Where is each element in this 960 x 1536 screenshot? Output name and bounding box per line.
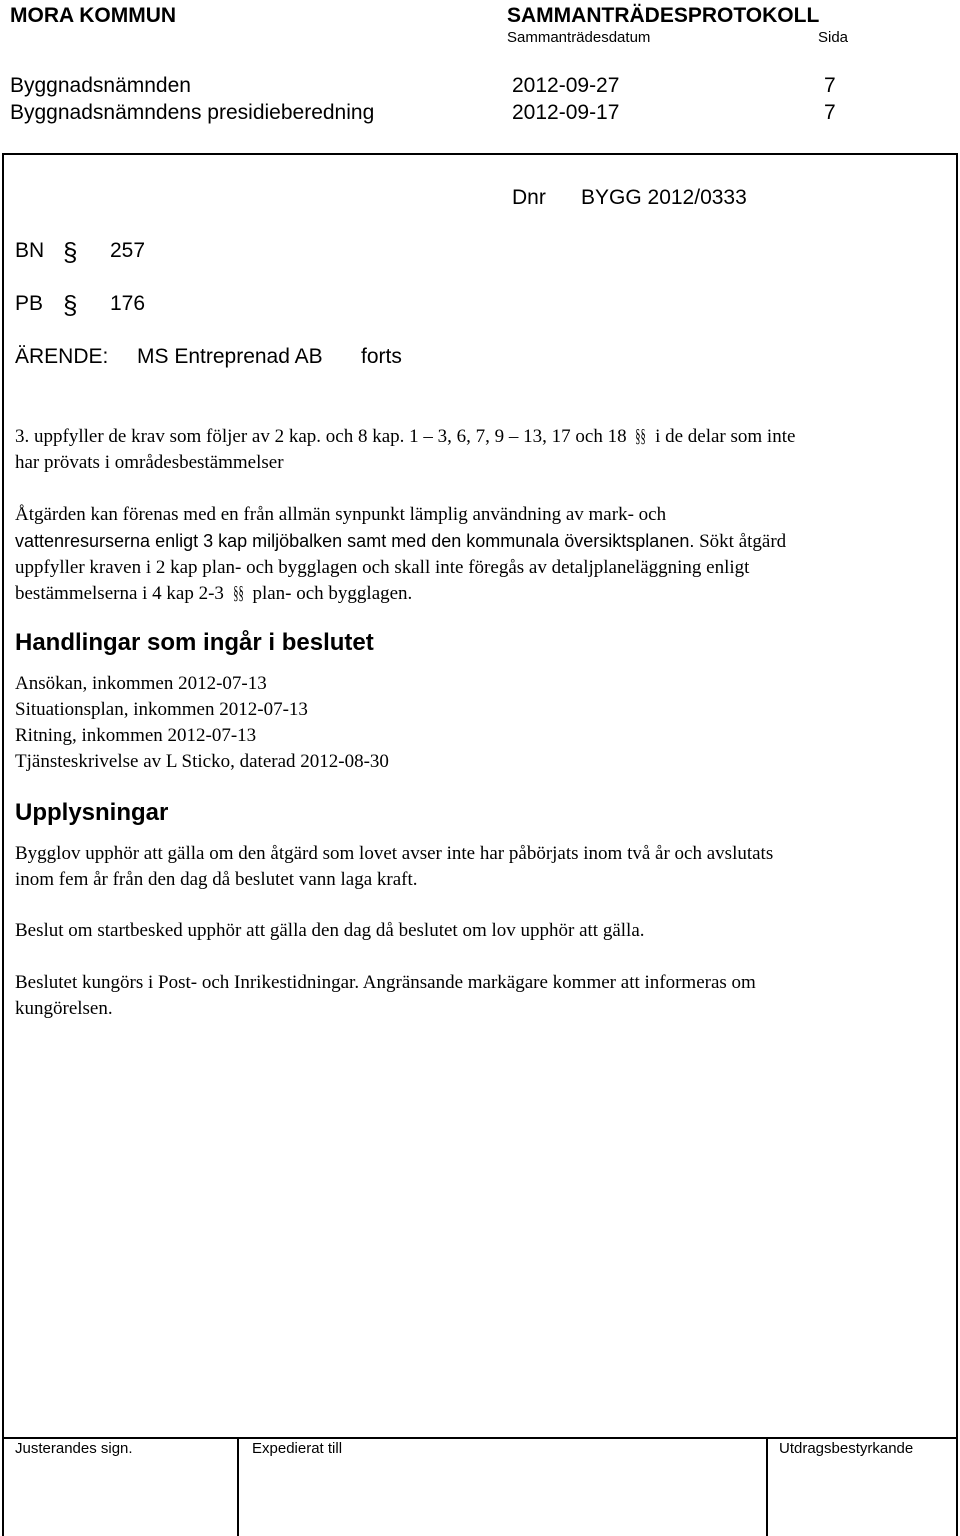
- frame-top-rule: [2, 153, 958, 155]
- org-name: MORA KOMMUN: [10, 4, 177, 27]
- criteria-line-1b: i de delar som inte: [655, 426, 796, 447]
- col-date-label: Sammanträdesdatum: [507, 29, 651, 46]
- document-type: SAMMANTRÄDESPROTOKOLL: [507, 4, 820, 27]
- dnr-label: Dnr: [512, 186, 546, 209]
- footer-justerandes-sign: Justerandes sign.: [15, 1440, 133, 1457]
- paragraph-assessment: [15, 502, 930, 607]
- upplysningar-p3-line-1: Beslutet kungörs i Post- och Inrikestidningar. Angränsande markägare kommer att informeras om: [15, 972, 756, 993]
- list-item: Situationsplan, inkommen 2012-07-13: [15, 699, 308, 720]
- header-row-2-body: Byggnadsnämndens presidieberedning: [10, 101, 375, 124]
- header-row-2-date: 2012-09-17: [512, 101, 620, 124]
- upplysningar-p1-line-2: inom fem år från den dag då beslutet vann laga kraft.: [15, 869, 418, 890]
- bn-label: BN: [15, 239, 45, 262]
- footer-divider-1: [237, 1437, 239, 1536]
- upplysningar-paragraph-2: [15, 918, 930, 944]
- dnr-value: BYGG 2012/0333: [581, 186, 747, 209]
- upplysningar-heading: Upplysningar: [15, 799, 169, 826]
- header-row-1-page: 7: [824, 74, 836, 97]
- pb-label: PB: [15, 292, 44, 315]
- footer-top-rule: [2, 1437, 958, 1439]
- arende-suffix: forts: [361, 345, 402, 368]
- bn-section-sign: §: [63, 237, 78, 267]
- assessment-line-4b: plan- och bygglagen.: [252, 583, 413, 604]
- handlingar-list: [15, 671, 930, 775]
- upplysningar-p3-line-2: kungörelsen.: [15, 998, 113, 1019]
- header-row-1-date: 2012-09-27: [512, 74, 620, 97]
- upplysningar-paragraph-1: [15, 841, 930, 893]
- section-sign-icon: §§: [635, 426, 647, 447]
- upplysningar-p2-line: Beslut om startbesked upphör att gälla den dag då beslutet om lov upphör att gälla.: [15, 920, 645, 941]
- footer-expedierat-till: Expedierat till: [252, 1440, 343, 1457]
- assessment-line-4a: bestämmelserna i 4 kap 2-3: [15, 583, 224, 604]
- assessment-line-2a: vattenresurserna enligt 3 kap miljöbalken samt med den kommunala översiktsplanen.: [15, 531, 695, 551]
- upplysningar-p1-line-1: Bygglov upphör att gälla om den åtgärd som lovet avser inte har påbörjats inom två år och avslutats: [15, 843, 774, 864]
- handlingar-heading: Handlingar som ingår i beslutet: [15, 629, 374, 656]
- pb-section-sign: §: [63, 290, 78, 320]
- section-sign-icon: §§: [232, 583, 244, 604]
- paragraph-criteria: [15, 424, 930, 476]
- arende-label: ÄRENDE:: [15, 345, 109, 368]
- assessment-line-3: uppfyller kraven i 2 kap plan- och bygglagen och skall inte föregås av detaljplaneläggning enligt: [15, 557, 750, 578]
- criteria-line-1a: 3. uppfyller de krav som följer av 2 kap. och 8 kap. 1 – 3, 6, 7, 9 – 13, 17 och 18: [15, 426, 627, 447]
- criteria-line-2: har prövats i områdesbestämmelser: [15, 452, 284, 473]
- list-item: Ritning, inkommen 2012-07-13: [15, 725, 257, 746]
- list-item: Tjänsteskrivelse av L Sticko, daterad 2012-08-30: [15, 751, 389, 772]
- assessment-line-1: Åtgärden kan förenas med en från allmän synpunkt lämplig användning av mark- och: [15, 504, 667, 525]
- col-page-label: Sida: [818, 29, 849, 46]
- frame-left-rule: [2, 153, 4, 1536]
- upplysningar-paragraph-3: [15, 970, 930, 1022]
- pb-number: 176: [110, 292, 146, 315]
- assessment-line-2b: Sökt åtgärd: [699, 531, 787, 552]
- footer-utdragsbestyrkande: Utdragsbestyrkande: [779, 1440, 914, 1457]
- frame-right-rule: [956, 153, 958, 1536]
- footer-divider-2: [766, 1437, 768, 1536]
- arende-value: MS Entreprenad AB: [137, 345, 323, 368]
- list-item: Ansökan, inkommen 2012-07-13: [15, 673, 267, 694]
- header-row-1-body: Byggnadsnämnden: [10, 74, 191, 97]
- header-row-2-page: 7: [824, 101, 836, 124]
- bn-number: 257: [110, 239, 146, 262]
